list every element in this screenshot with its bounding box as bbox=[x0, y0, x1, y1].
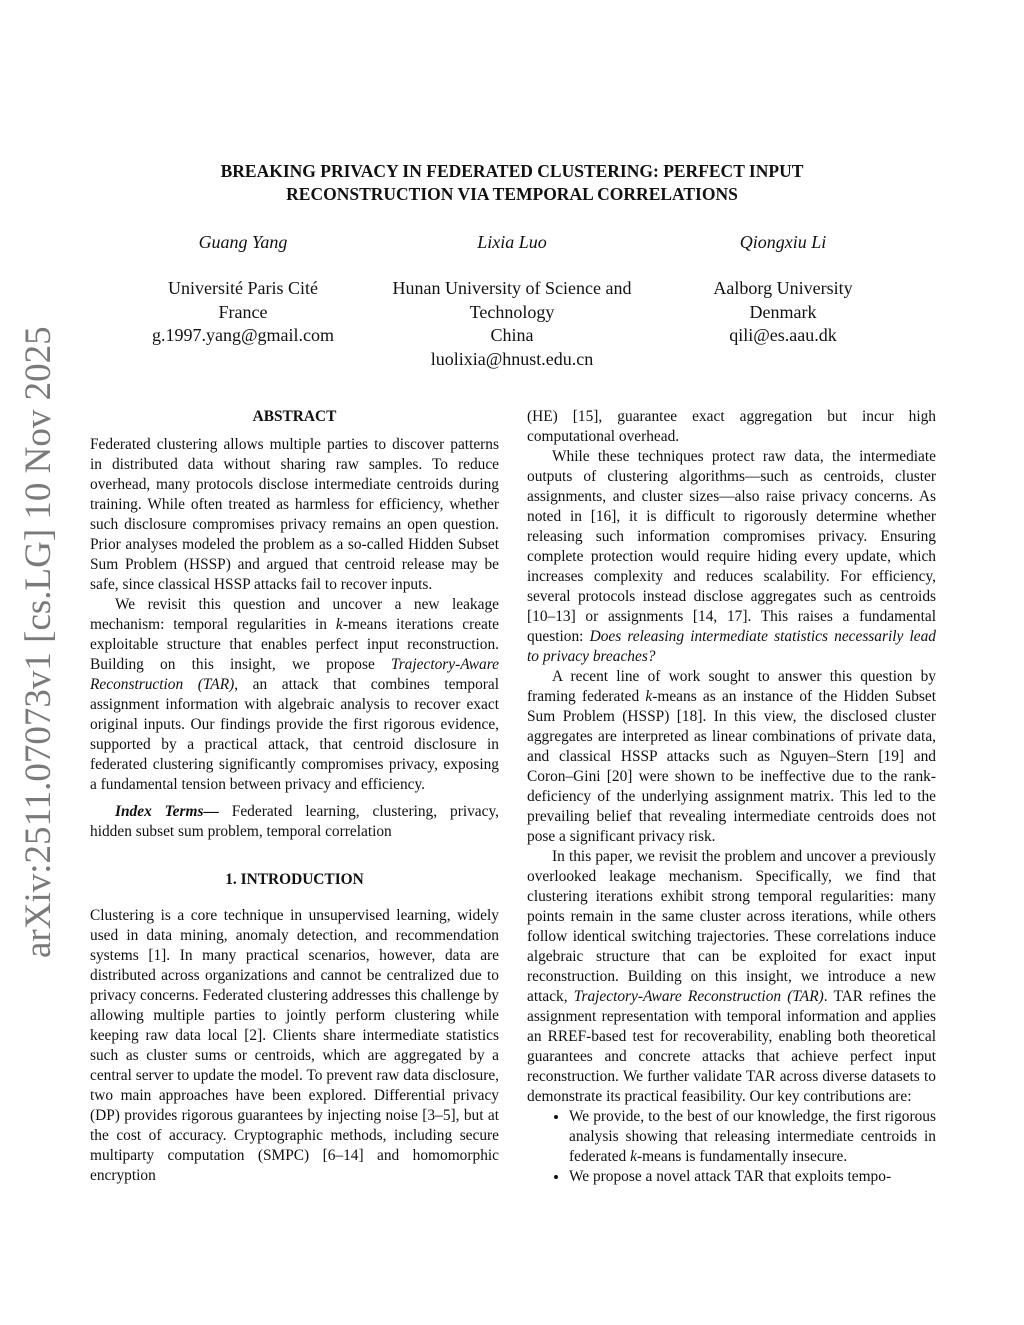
author-name: Qiongxiu Li bbox=[739, 232, 827, 252]
author-email: qili@es.aau.dk bbox=[729, 325, 837, 345]
author-affiliation bbox=[362, 277, 662, 371]
arxiv-identifier: arXiv:2511.07073v1 [cs.LG] 10 Nov 2025 bbox=[18, 326, 59, 958]
author-block bbox=[362, 231, 662, 371]
title-line-2: RECONSTRUCTION VIA TEMPORAL CORRELATIONS bbox=[286, 184, 738, 204]
right-column bbox=[527, 407, 936, 1187]
author-email: g.1997.yang@gmail.com bbox=[151, 325, 335, 345]
paper-title bbox=[130, 160, 894, 206]
affiliation-line: France bbox=[218, 301, 268, 322]
body-paragraph: (HE) [15], guarantee exact aggregation but incur high computational overhead. bbox=[527, 408, 936, 445]
abstract-heading: ABSTRACT bbox=[252, 408, 337, 425]
contributions-list bbox=[527, 1107, 936, 1187]
affiliation-line: Hunan University of Science and bbox=[392, 278, 632, 298]
left-column bbox=[90, 407, 499, 1186]
author-affiliation bbox=[93, 277, 393, 348]
author-block bbox=[93, 231, 393, 348]
affiliation-line: China bbox=[490, 325, 534, 345]
affiliation-line: Université Paris Cité bbox=[168, 278, 318, 298]
list-item: • We propose a novel attack TAR that exploits tempo- bbox=[569, 1167, 936, 1187]
index-terms: Index Terms— Federated learning, clustering, privacy, hidden subset sum problem, temporal correlation bbox=[90, 803, 500, 840]
abstract-paragraph: Federated clustering allows multiple parties to discover patterns in distributed data without sharing raw samples. To reduce overhead, many protocols disclose intermediate centroids during training. While often treated as harmless for efficiency, whether such disclosure compromises privacy remains an open question. Prior analyses modeled the problem as a so-called Hidden Subset Sum Problem (HSSP) and argued that centroid release may be safe, since classical HSSP attacks fail to recover inputs. bbox=[90, 436, 499, 593]
body-paragraph: While these techniques protect raw data, the intermediate outputs of clustering algorithms—such as centroids, cluster assignments, and cluster sizes—also raise privacy concerns. As noted in [16], it is difficult to rigorously determine whether releasing such information compromises privacy. Ensuring complete protection would require hiding every update, which increases complexity and reduces scalability. For efficiency, several protocols instead disclose aggregates such as centroids [10–13] or assignments [14, 17]. This raises a fundamental question: Does releasing intermediate statistics necessarily lead to privacy breaches? bbox=[527, 448, 936, 665]
author-name: Guang Yang bbox=[198, 232, 288, 252]
author-affiliation bbox=[633, 277, 933, 348]
list-item: • We provide, to the best of our knowledge, the first rigorous analysis showing that releasing intermediate centroids in federated k-means is fundamentally insecure. bbox=[569, 1107, 936, 1167]
index-terms-label: Index Terms— bbox=[115, 803, 219, 820]
author-block bbox=[633, 231, 933, 348]
body-paragraph: In this paper, we revisit the problem and uncover a previously overlooked leakage mechanism. Specifically, we find that clustering iterations exhibit strong temporal regularities: many points remain in the same cluster across iterations, while others follow identical switching trajectories. These correlations induce algebraic structure that can be exploited for exact input reconstruction. Building on this insight, we introduce a new attack, Trajectory-Aware Reconstruction (TAR). TAR refines the assignment representation with temporal information and applies an RREF-based test for recoverability, enabling both theoretical guarantees and concrete attacks that achieve perfect input reconstruction. We further validate TAR across diverse datasets to demonstrate its practical feasibility. Our key contributions are: bbox=[527, 848, 937, 1105]
affiliation-line: Technology bbox=[469, 301, 555, 322]
body-paragraph: A recent line of work sought to answer this question by framing federated k-means as an instance of the Hidden Subset Sum Problem (HSSP) [18]. In this view, the disclosed cluster aggregates are interpreted as linear combinations of private data, and classical HSSP attacks such as Nguyen–Stern [19] and Coron–Gini [20] were shown to be ineffective due to the rank-deficiency of the underlying assignment matrix. This led to the prevailing belief that revealing intermediate centroids does not pose a significant privacy risk. bbox=[527, 668, 936, 845]
affiliation-line: Denmark bbox=[749, 301, 817, 322]
author-name: Lixia Luo bbox=[477, 232, 547, 252]
research-question: Does releasing intermediate statistics necessarily lead to privacy breaches? bbox=[527, 628, 936, 665]
abstract-paragraph: We revisit this question and uncover a new leakage mechanism: temporal regularities in k-means iterations create exploitable structure that enables perfect input reconstruction. Building on this insight, we propose Trajectory-Aware Reconstruction (TAR), an attack that combines temporal assignment information with algebraic analysis to recover exact original inputs. Our findings provide the first rigorous evidence, supported by a practical attack, that centroid disclosure in federated clustering significantly compromises privacy, exposing a fundamental tension between privacy and efficiency. bbox=[90, 596, 499, 793]
affiliation-line: Aalborg University bbox=[713, 278, 853, 298]
author-email: luolixia@hnust.edu.cn bbox=[430, 348, 594, 369]
title-line-1: BREAKING PRIVACY IN FEDERATED CLUSTERING: PERFECT INPUT bbox=[220, 161, 804, 181]
introduction-heading: 1. INTRODUCTION bbox=[225, 871, 364, 888]
body-paragraph: Clustering is a core technique in unsupervised learning, widely used in data mining, anomaly detection, and recommendation systems [1]. In many practical scenarios, however, data are distributed across organizations and cannot be centralized due to privacy concerns. Federated clustering addresses this challenge by allowing multiple parties to jointly perform clustering while keeping raw data local [2]. Clients share intermediate statistics such as cluster sums or centroids, which are aggregated by a central server to update the model. To prevent raw data disclosure, two main approaches have been explored. Differential privacy (DP) provides rigorous guarantees by injecting noise [3–5], but at the cost of accuracy. Cryptographic methods, including secure multiparty computation (SMPC) [6–14] and homomorphic encryption bbox=[90, 907, 499, 1184]
